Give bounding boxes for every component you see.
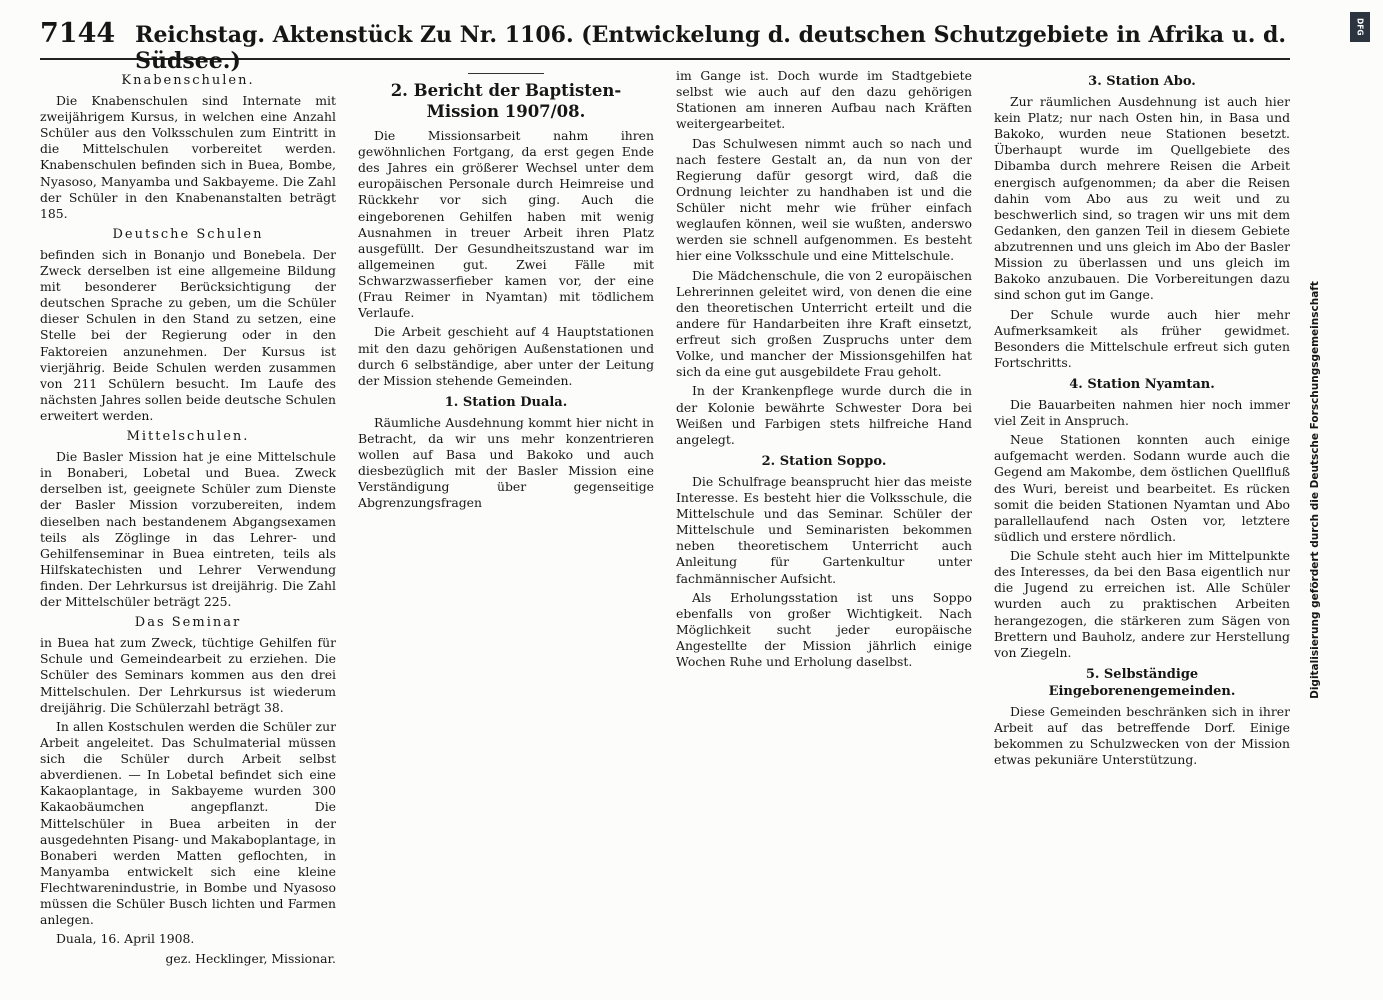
page-title: Reichstag. Aktenstück Zu Nr. 1106. (Entwickelung d. deutschen Schutzgebiete in Afrika u. d. Südsee.) bbox=[135, 22, 1287, 74]
paragraph-mittelschulen: Die Basler Mission hat je eine Mittelschule in Bonaberi, Lobetal und Buea. Zweck derselben ist, geeignete Schüler zum Dienste der Basler Mission vorzubereiten, indem dieselben nach bestandenem Abgangsexamen teils als Zöglinge in das Lehrer- und Gehilfenseminar in Buea eintreten, teils als Hilfskatechisten und Lehrer Verwendung finden. Der Lehrkursus ist dreijährig. Die Zahl der Mittelschüler beträgt 225. bbox=[40, 449, 336, 610]
heading-knabenschulen: Knabenschulen. bbox=[121, 73, 255, 88]
heading-deutsche-schulen: Deutsche Schulen bbox=[112, 226, 264, 242]
heading-station-duala: 1. Station Duala. bbox=[444, 394, 568, 410]
dfg-funding-note: Digitalisierung gefördert durch die Deutsche Forschungsgemeinschaft bbox=[1309, 281, 1321, 699]
paragraph-abo-schule: Der Schule wurde auch hier mehr Aufmerksamkeit als früher gewidmet. Besonders die Mittelschule erfreut sich guten Fortschritts. bbox=[994, 306, 1290, 370]
report-title: 2. Bericht der Baptisten-Mission 1907/08. bbox=[390, 81, 622, 122]
paragraph-erholungsstation: Als Erholungsstation ist uns Soppo ebenfalls von großer Wichtigkeit. Nach Möglichkeit sucht jeder europäische Angestellte der Mission jährlich einige Wochen Ruhe und Erholung daselbst. bbox=[676, 589, 972, 670]
paragraph-schulwesen: Das Schulwesen nimmt auch so nach und nach festere Gestalt an, da nun von der Regierung dafür gesorgt wird, daß die Ordnung leichter zu handhaben ist und die Schüler nicht mehr wie früher einfach weglaufen können, weil sie wußten, anderswo werden sie schnell aufgenommen. Es besteht hier eine Volksschule und eine Mittelschule. bbox=[676, 135, 972, 264]
date-line: Duala, 16. April 1908. bbox=[56, 931, 195, 947]
column-4 bbox=[994, 68, 1290, 986]
paragraph-deutsche-schulen: befinden sich in Bonanjo und Bonebela. Der Zweck derselben ist eine allgemeine Bildung mit besonderer Berücksichtigung der deutschen Sprache zu geben, um die Schüler dieser Schulen in den Stand zu setzen, eine Stelle bei der Regierung oder in den Faktoreien anzunehmen. Der Kursus ist vierjährig. Beide Schulen werden zusammen von 211 Schülern besucht. Im Laufe des nächsten Jahres sollen beide deutsche Schulen erweitert werden. bbox=[40, 246, 336, 424]
separator-rule bbox=[468, 73, 545, 74]
column-1 bbox=[40, 68, 336, 986]
paragraph-station-duala: Räumliche Ausdehnung kommt hier nicht in Betracht, da wir uns mehr konzentrieren wollen auf Basa und Bakoko und auch diesbezüglich mit der Basler Mission eine Verständigung über gegenseitige Abgrenzungsfragen bbox=[358, 414, 654, 511]
paragraph-station-soppo: Die Schulfrage beansprucht hier das meiste Interesse. Es besteht hier die Volksschule, die Mittelschule und das Seminar. Schüler der Mittelschule und Seminaristen bekommen neben theoretischem Unterricht auch Anleitung für Gartenkultur unter fachmännischer Aufsicht. bbox=[676, 473, 972, 586]
text-columns bbox=[40, 68, 1290, 986]
page-number: 7144 bbox=[40, 18, 116, 49]
paragraph-nyamtan-bau: Die Bauarbeiten nahmen hier noch immer viel Zeit in Anspruch. bbox=[994, 396, 1290, 429]
heading-mittelschulen: Mittelschulen. bbox=[126, 429, 250, 445]
paragraph-continued: im Gange ist. Doch wurde im Stadtgebiete selbst wie auch auf den dazu gehörigen Stationen am inneren Aufbau nach Kräften weitergearbeitet. bbox=[676, 68, 972, 132]
column-3 bbox=[676, 68, 972, 986]
heading-seminar: Das Seminar bbox=[134, 615, 242, 631]
paragraph-seminar: in Buea hat zum Zweck, tüchtige Gehilfen für Schule und Gemeindearbeit zu erziehen. Die Schüler des Seminars kommen aus den drei Mittelschulen. Der Lehrkursus ist wiederum dreijährig. Die Schülerzahl beträgt 38. bbox=[40, 635, 336, 715]
paragraph-kostschulen: In allen Kostschulen werden die Schüler zur Arbeit angeleitet. Das Schulmaterial müssen sich die Schüler durch Arbeit selbst abverdienen. — In Lobetal befindet sich eine Kakaoplantage, in Sakbayeme wurden 300 Kakaobäumchen angepflanzt. Die Mittelschüler in Buea arbeiten in der ausgedehnten Pisang- und Makaboplantage, in Bonaberi werden Matten geflochten, in Manyamba entwickelt sich eine kleine Flechtwarenindustrie, in Bombe und Nyasoso müssen die Schüler Busch lichten und Farmen anlegen. bbox=[40, 718, 336, 928]
paragraph-krankenpflege: In der Krankenpflege wurde durch die in der Kolonie bewährte Schwester Dora bei Weißen und Farbigen stets hilfreiche Hand angelegt. bbox=[676, 383, 972, 447]
heading-station-soppo: 2. Station Soppo. bbox=[761, 453, 887, 469]
heading-station-abo: 3. Station Abo. bbox=[1088, 74, 1196, 89]
column-2 bbox=[358, 68, 654, 986]
heading-station-nyamtan: 4. Station Nyamtan. bbox=[1069, 377, 1215, 393]
paragraph-knabenschulen: Die Knabenschulen sind Internate mit zweijährigem Kursus, in welchen eine Anzahl Schüler aus den Volksschulen zum Eintritt in die Mittelschulen vorbereitet werden. Knabenschulen befinden sich in Buea, Bombe, Nyasoso, Manyamba und Sakbayeme. Die Zahl der Schüler in den Knabenanstalten beträgt 185. bbox=[40, 92, 336, 221]
signature: gez. Hecklinger, Missionar. bbox=[165, 950, 336, 966]
paragraph-report-stations: Die Arbeit geschieht auf 4 Hauptstationen mit den dazu gehörigen Außenstationen und durch 6 selbständige, aber unter der Leitung der Mission stehende Gemeinden. bbox=[358, 324, 654, 388]
page-header bbox=[40, 18, 1290, 74]
dfg-logo: DFG bbox=[1350, 12, 1370, 42]
paragraph-maedchenschule: Die Mädchenschule, die von 2 europäischen Lehrerinnen geleitet wird, von denen die eine den theoretischen Unterricht erteilt und die andere für Handarbeiten ihre Kraft einsetzt, erfreut sich großen Zuspruchs unter dem Volke, und mancher der Missionsgehilfen hat sich da eine gut ausgebildete Frau geholt. bbox=[676, 267, 972, 380]
heading-eingeborenengemeinden: 5. Selbständige Eingeborenengemeinden. bbox=[1048, 666, 1236, 699]
paragraph-report-intro: Die Missionsarbeit nahm ihren gewöhnlichen Fortgang, da erst gegen Ende des Jahres ein größerer Wechsel unter dem europäischen Personale durch Heimreise und Rückkehr vor sich ging. Auch die eingeborenen Gehilfen haben mit wenig Ausnahmen in treuer Arbeit ihren Platz ausgefüllt. Der Gesundheitszustand war im allgemeinen gut. Zwei Fälle mit Schwarzwasserfieber kamen vor, der eine (Frau Reimer in Nyamtan) mit tödlichem Verlaufe. bbox=[358, 127, 654, 321]
paragraph-station-abo: Zur räumlichen Ausdehnung ist auch hier kein Platz; nur nach Osten hin, in Basa und Bakoko, wurden neue Stationen besetzt. Überhaupt wurde im Quellgebiete des Dibamba durch mehrere Reisen die Arbeit energisch aufgenommen; da aber die Reisen dahin vom Abo aus zu weit und zu beschwerlich sind, so tragen wir uns mit dem Gedanken, den ganzen Teil in diesem Gebiete abzutrennen und uns gleich im Abo der Basler Mission zu überlassen und uns gleich im Bakoko anzubauen. Die Vorbereitungen dazu sind schon gut im Gange. bbox=[994, 93, 1290, 303]
paragraph-nyamtan-schule: Die Schule steht auch hier im Mittelpunkte des Interesses, da bei den Basa eigentlich nur die Jugend zu erreichen ist. Alle Schüler wurden auch zu praktischen Arbeiten herangezogen, die stärkeren zum Sägen von Brettern und Bauholz, andere zur Herstellung von Ziegeln. bbox=[994, 548, 1290, 660]
paragraph-nyamtan-stationen: Neue Stationen konnten auch einige aufgemacht werden. Sodann wurde auch die Gegend am Makombe, dem östlichen Quellfluß des Wuri, bereist und bearbeitet. Es rücken somit die beiden Stationen Nyamtan und Abo parallellaufend nach Osten vor, letztere südlich und erstere nördlich. bbox=[994, 432, 1290, 544]
paragraph-eingeborenengemeinden: Diese Gemeinden beschränken sich in ihrer Arbeit auf das betreffende Dorf. Einige bekommen zu Schulzwecken von der Mission etwas pekuniäre Unterstützung. bbox=[994, 703, 1290, 768]
